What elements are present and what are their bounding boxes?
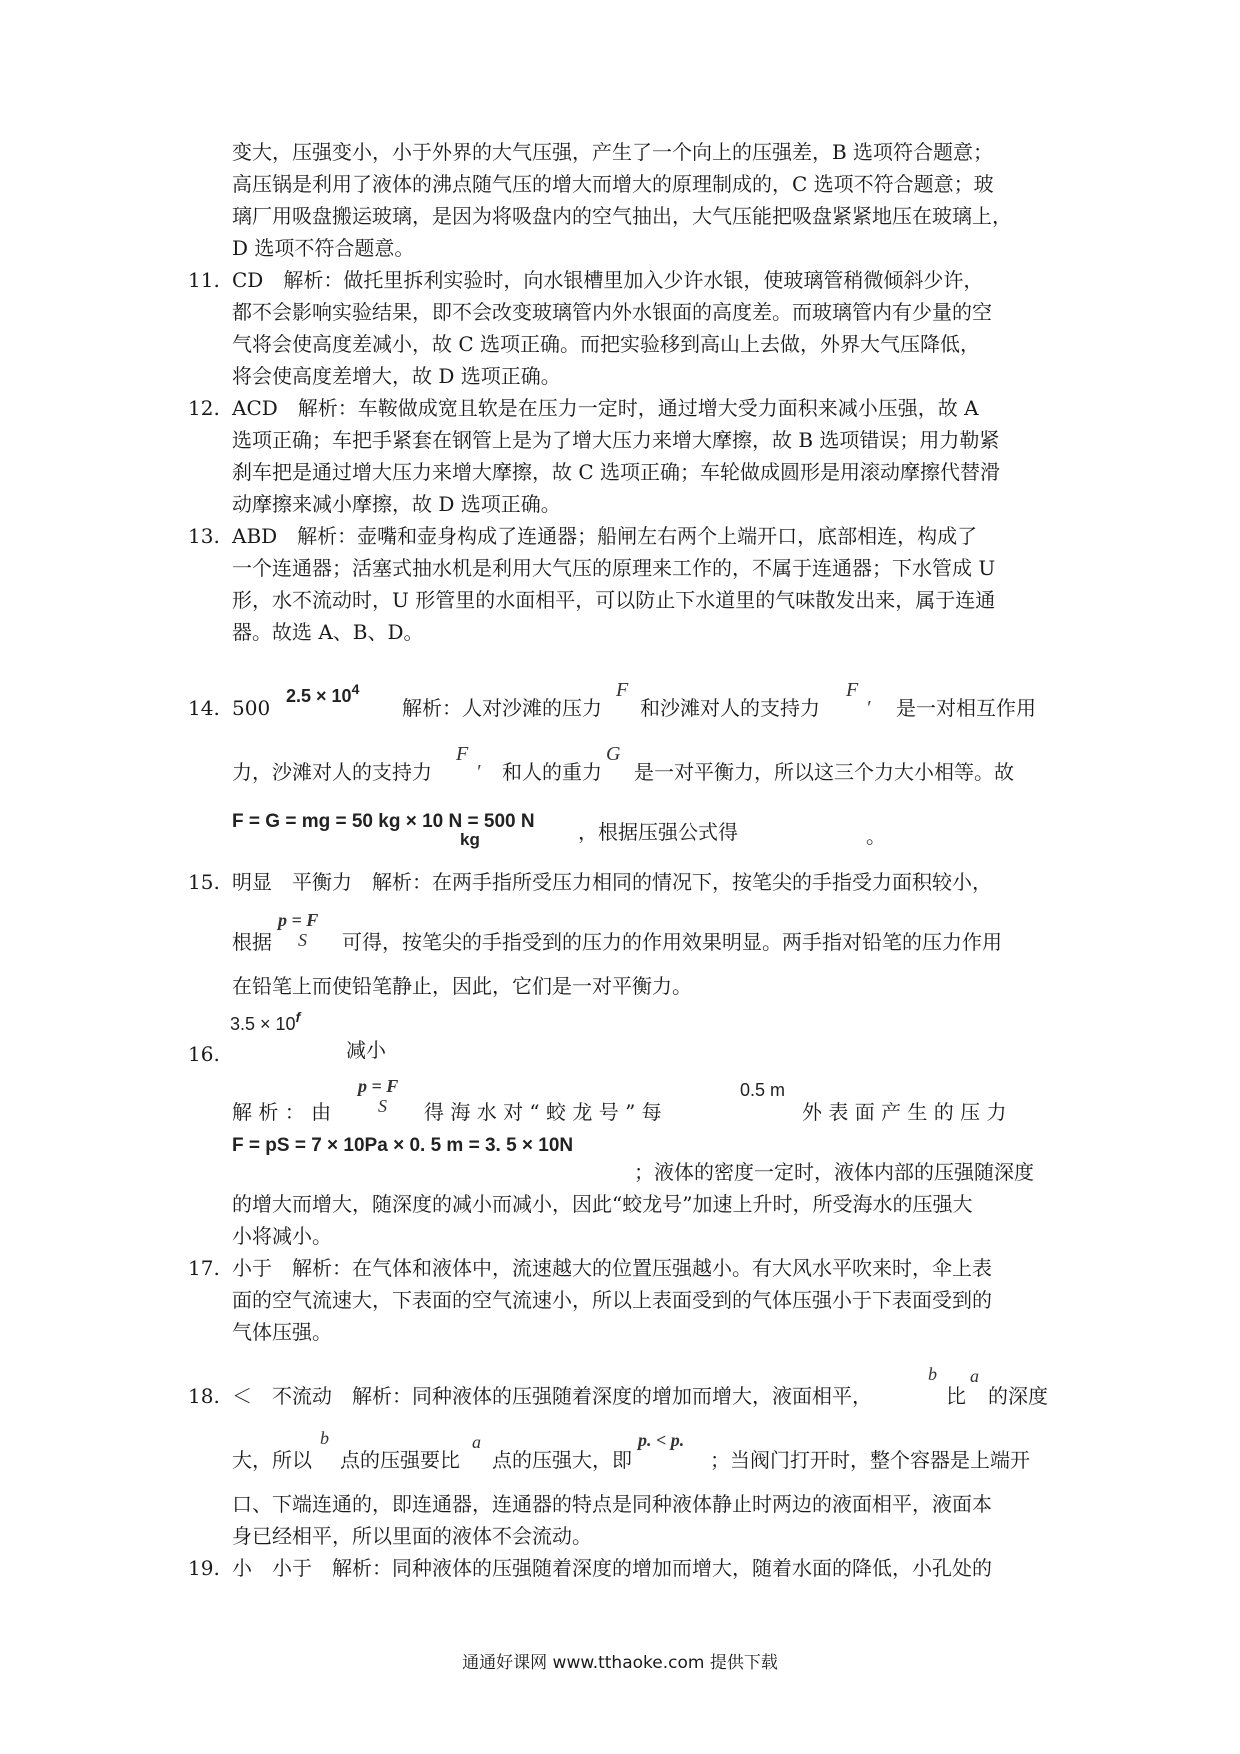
page-footer: 通通好课网 www.tthaoke.com 提供下载 xyxy=(462,1653,778,1673)
text-line: 器。故选 A、B、D。 xyxy=(232,620,424,644)
item-number: 19. xyxy=(188,1556,220,1580)
math-expression: 0.5 m xyxy=(740,1080,786,1100)
math-expression: $2.5 \times 10^4$ xyxy=(286,681,360,706)
text-line: 小将减小。 xyxy=(232,1224,332,1248)
text-line: 将会使高度差增大，故 D 选项正确。 xyxy=(232,364,561,388)
equation: F = G = mg = 50 kg × 10 N = 500 N xyxy=(232,811,535,832)
equation: F = pS = 7 × 10Pa × 0. 5 m = 3. 5 × 10N xyxy=(232,1135,574,1156)
text-line: 一个连通器；活塞式抽水机是利用大气压的原理来工作的，不属于连通器；下水管成 U xyxy=(232,556,996,580)
text-line: CD 解析：做托里拆利实验时，向水银槽里加入少许水银，使玻璃管稍微倾斜少许， xyxy=(232,268,984,292)
item-number: 18. xyxy=(188,1384,220,1408)
text-line: 变大，压强变小，小于外界的大气压强，产生了一个向上的压强差，B 选项符合题意； xyxy=(232,140,994,164)
text-line: 解析：人对沙滩的压力 xyxy=(402,696,602,720)
math-expression: $3.5 \times 10^f$ xyxy=(230,1009,301,1034)
text-line: 明显 平衡力 解析：在两手指所受压力相同的情况下，按笔尖的手指受力面积较小， xyxy=(232,870,992,894)
text-line: 根据 xyxy=(232,930,272,954)
text-line: 小 小于 解析：同种液体的压强随着深度的增加而增大，随着水面的降低，小孔处的 xyxy=(232,1556,992,1580)
formula-numerator: p = F xyxy=(358,1076,399,1096)
math-symbol: F xyxy=(456,743,469,765)
text-line: 璃厂用吸盘搬运玻璃，是因为将吸盘内的空气抽出，大气压能把吸盘紧紧地压在玻璃上， xyxy=(232,204,1012,228)
text-line: 外 表 面 产 生 的 压 力 xyxy=(802,1100,1007,1124)
text-line: 在铅笔上而使铅笔静止，因此，它们是一对平衡力。 xyxy=(232,974,692,998)
text-line: 比 xyxy=(946,1384,966,1408)
text-line: 点的压强要比 xyxy=(340,1448,460,1472)
item-number: 11. xyxy=(188,268,220,292)
text-line: 刹车把是通过增大压力来增大摩擦，故 C 选项正确；车轮做成圆形是用滚动摩擦代替滑 xyxy=(232,460,1001,484)
answer-text: 减小 xyxy=(346,1038,386,1062)
text-line: 的增大而增大，随深度的减小而减小，因此“蛟龙号”加速上升时，所受海水的压强大 xyxy=(232,1192,973,1216)
math-symbol: a xyxy=(970,1366,979,1386)
text-line: 和沙滩对人的支持力 xyxy=(640,696,820,720)
unit-denominator: kg xyxy=(460,830,480,849)
text-line: ＜ 不流动 解析：同种液体的压强随着深度的增加而增大，液面相平， xyxy=(232,1384,872,1408)
text-line: D 选项不符合题意。 xyxy=(232,236,415,260)
text-line: ACD 解析：车鞍做成宽且软是在压力一定时，通过增大受力面积来减小压强，故 A xyxy=(232,396,979,420)
text-line: 动摩擦来减小摩擦，故 D 选项正确。 xyxy=(232,492,561,516)
text-line: 的深度 xyxy=(988,1384,1048,1408)
item-number: 12. xyxy=(188,396,220,420)
text-line: 点的压强大，即 xyxy=(492,1448,632,1472)
text-line: 身已经相平，所以里面的液体不会流动。 xyxy=(232,1524,592,1548)
text-line: 面的空气流速大，下表面的空气流速小，所以上表面受到的气体压强小于下表面受到的 xyxy=(232,1288,992,1312)
text-line: 小于 解析：在气体和液体中，流速越大的位置压强越小。有大风水平吹来时，伞上表 xyxy=(232,1256,992,1280)
text-line: 是一对平衡力，所以这三个力大小相等。故 xyxy=(634,760,1014,784)
text-line: 气将会使高度差减小，故 C 选项正确。而把实验移到高山上去做，外界大气压降低， xyxy=(232,332,981,356)
math-symbol: b xyxy=(320,1428,329,1448)
item-number: 17. xyxy=(188,1256,220,1280)
text-line: 形，水不流动时，U 形管里的水面相平，可以防止下水道里的气味散发出来，属于连通 xyxy=(232,588,996,612)
text-line: 。 xyxy=(866,824,886,848)
text-line: 气体压强。 xyxy=(232,1320,332,1344)
math-expression: p. < p. xyxy=(638,1430,685,1450)
text-line: ；当阀门打开时，整个容器是上端开 xyxy=(710,1448,1030,1472)
math-symbol: F xyxy=(616,679,629,701)
answer-text: 500 xyxy=(232,696,271,720)
math-symbol: ′ xyxy=(866,697,871,719)
math-symbol: ′ xyxy=(476,761,481,783)
item-number: 13. xyxy=(188,524,220,548)
formula-denominator: S xyxy=(298,930,307,950)
text-line: ；液体的密度一定时，液体内部的压强随深度 xyxy=(634,1160,1034,1184)
item-number: 15. xyxy=(188,870,220,894)
text-line: ，根据压强公式得 xyxy=(578,820,738,844)
math-symbol: a xyxy=(472,1432,481,1452)
text-line: 都不会影响实验结果，即不会改变玻璃管内外水银面的高度差。而玻璃管内有少量的空 xyxy=(232,300,992,324)
text-line: 和人的重力 xyxy=(502,760,602,784)
text-line: 大，所以 xyxy=(232,1448,312,1472)
text-line: 得 海 水 对 “ 蛟 龙 号 ” 每 xyxy=(424,1100,662,1124)
text-line: 选项正确；车把手紧套在钢管上是为了增大压力来增大摩擦，故 B 选项错误；用力勒紧 xyxy=(232,428,1000,452)
math-symbol: b xyxy=(928,1364,937,1384)
text-line: 解 析 ： 由 xyxy=(232,1100,332,1124)
text-line: ABD 解析：壶嘴和壶身构成了连通器；船闸左右两个上端开口，底部相连，构成了 xyxy=(232,524,978,548)
item-number: 16. xyxy=(188,1042,220,1066)
text-line: 是一对相互作用 xyxy=(896,696,1036,720)
item-number: 14. xyxy=(188,696,220,720)
math-symbol: F xyxy=(846,679,859,701)
text-line: 力，沙滩对人的支持力 xyxy=(232,760,432,784)
formula-numerator: p = F xyxy=(278,910,319,930)
text-line: 可得，按笔尖的手指受到的压力的作用效果明显。两手指对铅笔的压力作用 xyxy=(342,930,1002,954)
formula-denominator: S xyxy=(378,1096,387,1116)
math-symbol: G xyxy=(606,743,621,765)
text-line: 口、下端连通的，即连通器，连通器的特点是同种液体静止时两边的液面相平，液面本 xyxy=(232,1492,992,1516)
text-line: 高压锅是利用了液体的沸点随气压的增大而增大的原理制成的，C 选项不符合题意；玻 xyxy=(232,172,994,196)
